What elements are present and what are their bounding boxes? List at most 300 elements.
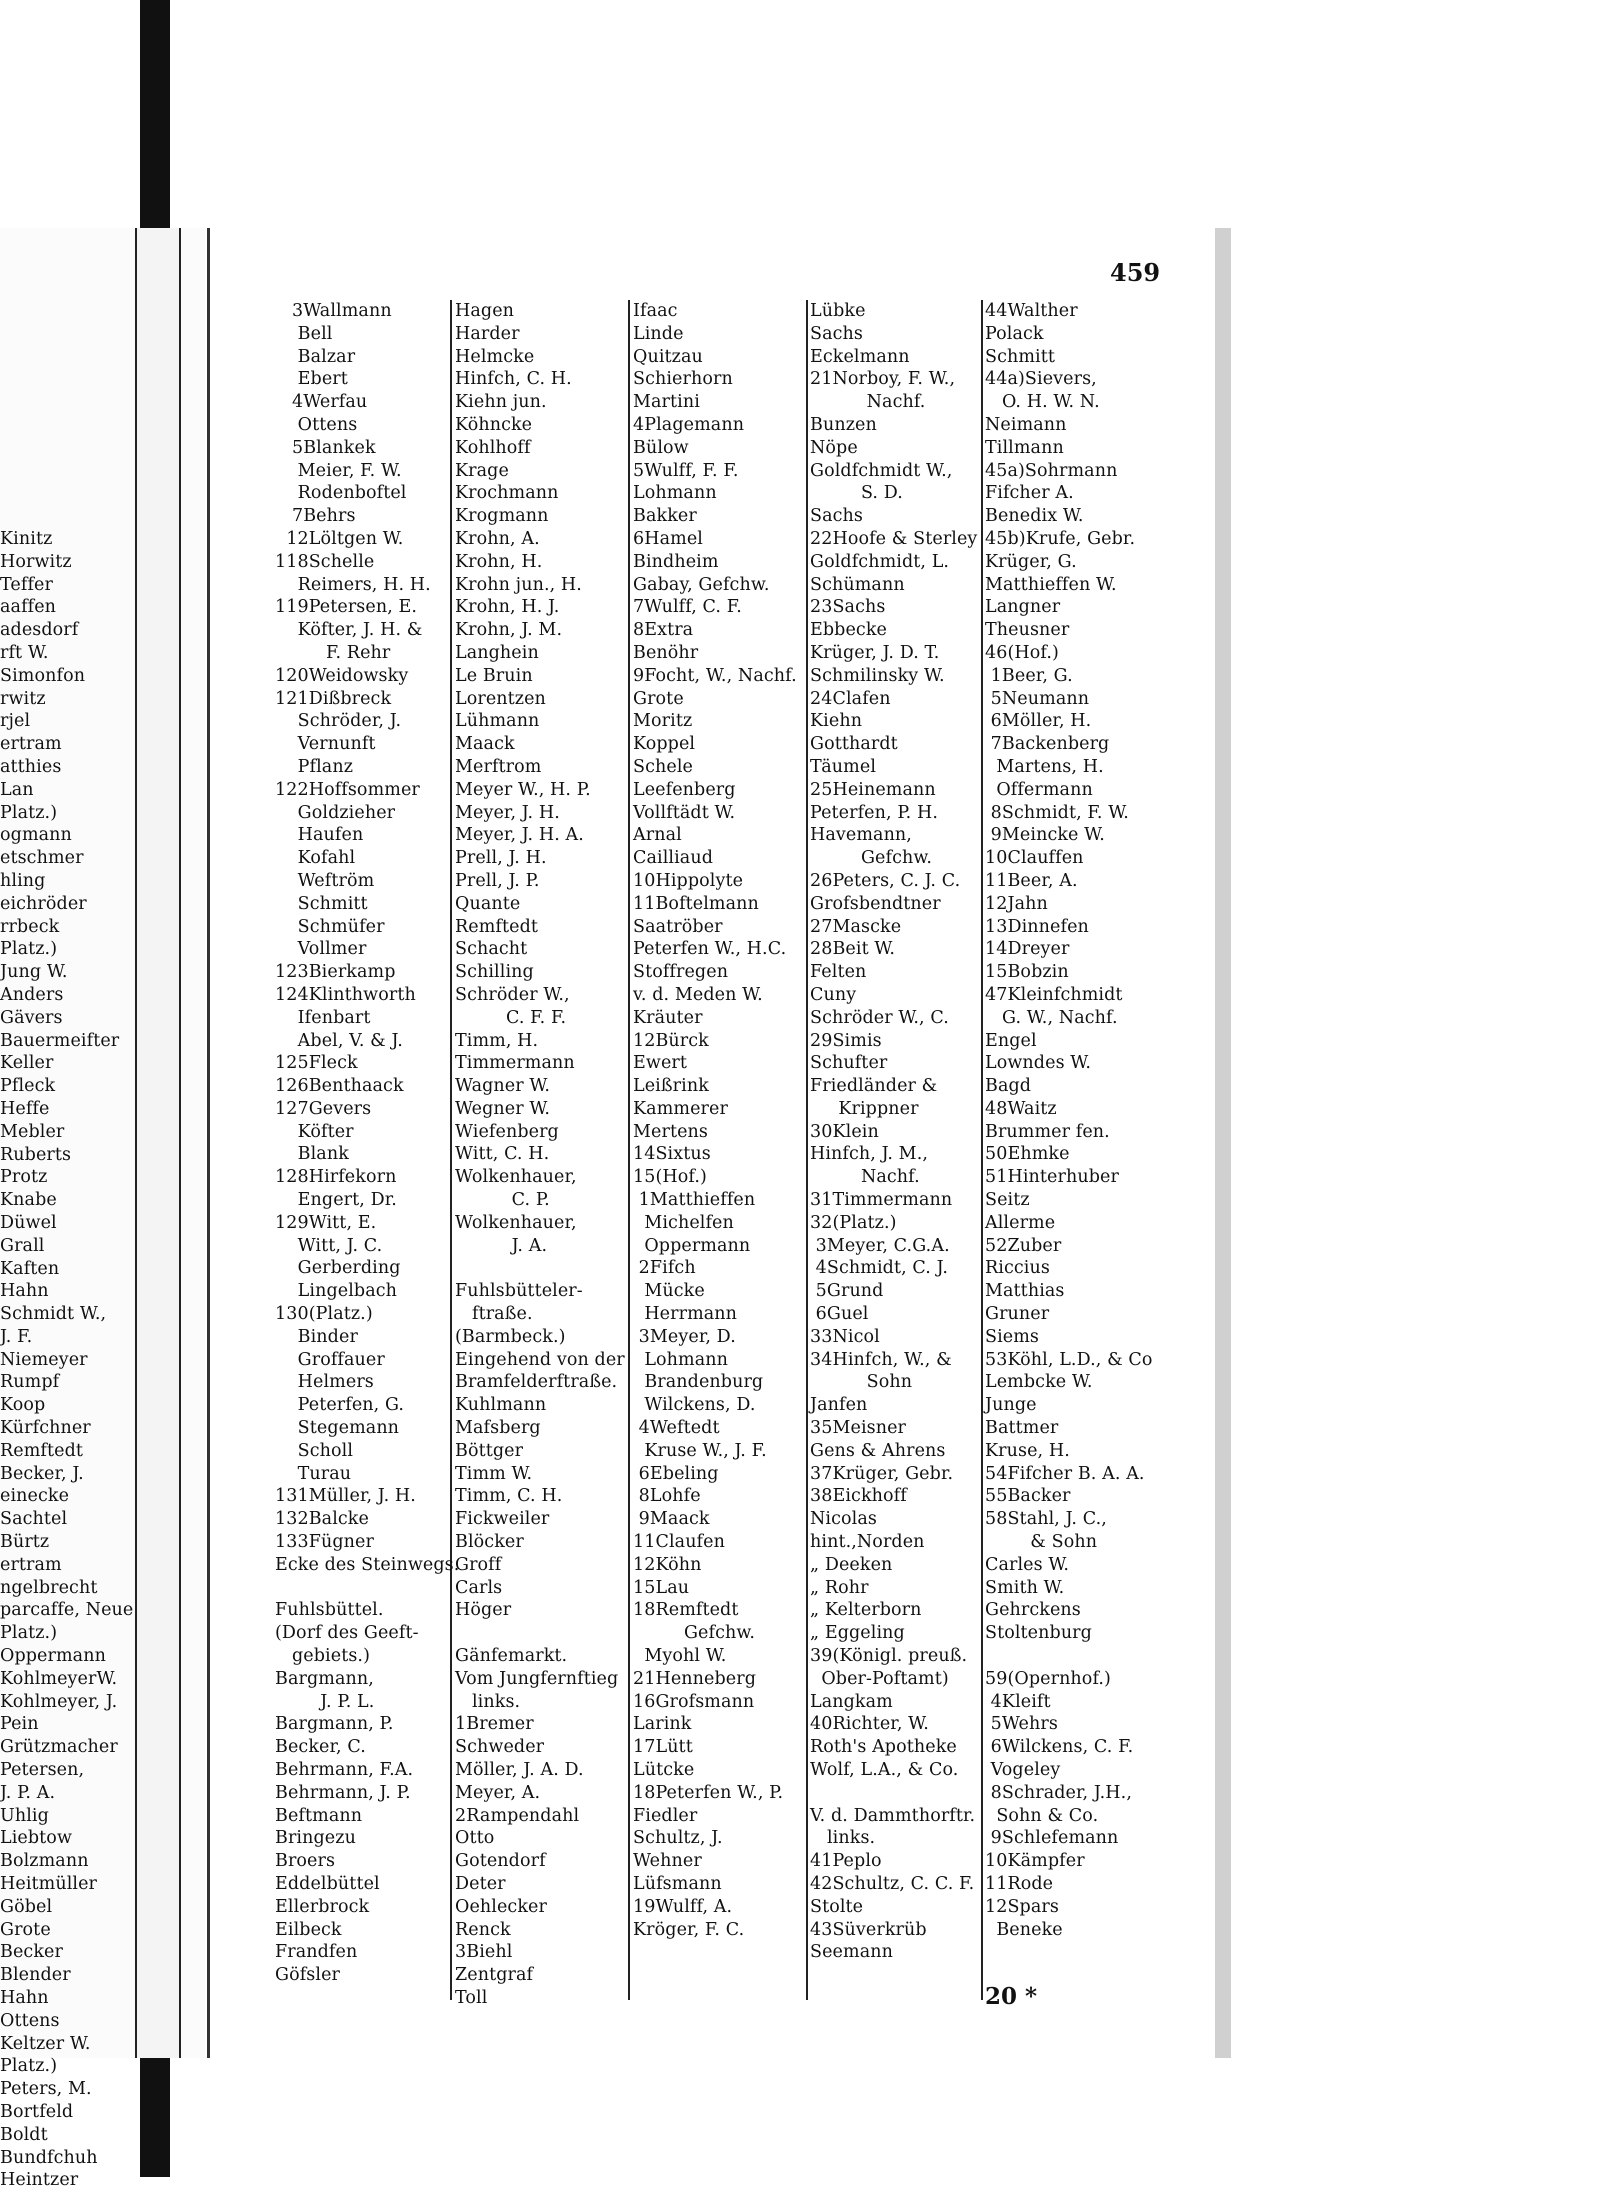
directory-entry: 9Meincke W. xyxy=(985,825,1105,846)
directory-entry: & Sohn xyxy=(985,1532,1098,1553)
directory-entry: Täumel xyxy=(810,756,877,777)
directory-entry: Petersen, xyxy=(0,1760,85,1781)
directory-entry: 3Wallmann xyxy=(275,301,392,321)
directory-entry: Martens, H. xyxy=(985,756,1104,777)
directory-entry: Hinfch, J. M., xyxy=(810,1144,929,1165)
directory-entry: 30Klein xyxy=(810,1121,879,1142)
directory-entry: 6Wilckens, C. F. xyxy=(985,1737,1134,1758)
directory-entry: Myohl W. xyxy=(633,1646,727,1667)
directory-entry: Ebert xyxy=(275,369,348,390)
directory-entry: rwitz xyxy=(0,688,46,709)
directory-entry: rjel xyxy=(0,711,31,732)
directory-entry: 8Extra xyxy=(633,620,694,641)
directory-entry: Lan xyxy=(0,779,34,800)
directory-entry xyxy=(985,1645,1153,1668)
directory-entry: 5Wehrs xyxy=(985,1714,1058,1735)
directory-entry: Vogeley xyxy=(985,1760,1061,1780)
directory-entry: Krüger, J. D. T. xyxy=(810,642,940,663)
directory-entry: Krage xyxy=(455,460,509,481)
directory-entry: hling xyxy=(0,870,46,891)
directory-entry: Heitmüller xyxy=(0,1874,98,1895)
directory-entry: 8Schmidt, F. W. xyxy=(985,802,1129,823)
directory-entry: 119Petersen, E. xyxy=(275,597,418,618)
directory-entry: Roth's Apotheke xyxy=(810,1737,957,1758)
directory-entry: Blöcker xyxy=(455,1532,524,1553)
directory-entry: 50Ehmke xyxy=(985,1144,1070,1165)
directory-entry: Ifenbart xyxy=(275,1007,371,1028)
directory-entry: Stoffregen xyxy=(633,962,729,983)
directory-entry: Bringezu xyxy=(275,1828,356,1849)
directory-entry: Rumpf xyxy=(0,1372,60,1393)
directory-entry: hint.,Norden xyxy=(810,1532,925,1553)
directory-entry: eichröder xyxy=(0,893,87,914)
directory-entry: Meyer, A. xyxy=(455,1782,541,1803)
directory-entry: parcaffe, Neue xyxy=(0,1600,134,1621)
directory-entry: Bindheim xyxy=(633,551,719,572)
directory-entry: Seemann xyxy=(810,1942,893,1963)
directory-entry: 53Köhl, L.D., & Co xyxy=(985,1349,1153,1370)
directory-entry: Janfen xyxy=(810,1395,868,1416)
directory-entry: Langner xyxy=(985,597,1061,618)
directory-entry: Fiedler xyxy=(633,1805,698,1826)
directory-entry: Düwel xyxy=(0,1212,57,1233)
directory-entry: 8Lohfe xyxy=(633,1486,701,1507)
directory-entry: Groff xyxy=(455,1554,502,1575)
directory-entry: ftraße. xyxy=(455,1304,533,1325)
directory-entry: 6Hamel xyxy=(633,528,703,549)
directory-entry: 26Peters, C. J. C. xyxy=(810,870,961,891)
column-rule xyxy=(981,300,983,2000)
directory-entry: Mertens xyxy=(633,1121,708,1142)
directory-entry: Neimann xyxy=(985,414,1067,435)
directory-entry: 124Klinthworth xyxy=(275,984,416,1005)
column-rule xyxy=(628,300,630,2000)
directory-entry: Bell xyxy=(275,323,333,344)
directory-entry: 122Hoffsommer xyxy=(275,779,420,800)
directory-entry: 15(Hof.) xyxy=(633,1167,707,1188)
directory-entry: Schröder, J. xyxy=(275,711,402,732)
directory-entry: 6Ebeling xyxy=(633,1463,719,1484)
directory-entry: Herrmann xyxy=(633,1304,738,1325)
directory-entry: Cuny xyxy=(810,984,857,1005)
directory-entry: 47Kleinfchmidt xyxy=(985,984,1123,1005)
directory-entry: Krogmann xyxy=(455,506,549,527)
directory-entry: 8Schrader, J.H., xyxy=(985,1782,1132,1803)
directory-entry: Uhlig xyxy=(0,1805,49,1826)
directory-entry: adesdorf xyxy=(0,620,79,641)
directory-entry: 16Grofsmann xyxy=(633,1691,755,1712)
directory-entry: 23Sachs xyxy=(810,597,886,618)
directory-entry: 25Heinemann xyxy=(810,779,936,800)
directory-entry: Heintzer xyxy=(0,2170,79,2191)
directory-entry: 7Behrs xyxy=(275,506,356,527)
directory-entry: Köhncke xyxy=(455,414,533,435)
directory-entry: Wolf, L.A., & Co. xyxy=(810,1760,959,1780)
directory-entry: Carles W. xyxy=(985,1554,1070,1575)
directory-entry: Lohmann xyxy=(633,1349,729,1370)
directory-entry: Ober-Poftamt) xyxy=(810,1668,949,1689)
directory-entry: Hahn xyxy=(0,1988,49,2008)
directory-entry: Zentgraf xyxy=(455,1965,534,1986)
directory-entry: Merftrom xyxy=(455,756,542,777)
directory-entry: 37Krüger, Gebr. xyxy=(810,1463,954,1484)
directory-entry: Kohlhoff xyxy=(455,437,531,458)
directory-entry: 19Wulff, A. xyxy=(633,1896,733,1917)
directory-entry: 12Bürck xyxy=(633,1030,709,1051)
directory-entry: Göbel xyxy=(0,1896,53,1917)
directory-entry: gebiets.) xyxy=(275,1646,371,1667)
signature-mark: 20 * xyxy=(985,1983,1038,2010)
directory-entry: ertram xyxy=(0,1554,62,1575)
directory-entry: 34Hinfch, W., & xyxy=(810,1349,952,1370)
directory-entry: Helmers xyxy=(275,1372,374,1393)
left-page-fragment-column xyxy=(0,528,133,2192)
directory-entry: Deter xyxy=(455,1873,506,1894)
directory-entry: Bakker xyxy=(633,506,697,527)
directory-entry: Prell, J. H. xyxy=(455,848,547,869)
directory-entry: 28Beit W. xyxy=(810,939,896,960)
directory-entry: (Barmbeck.) xyxy=(455,1326,566,1347)
directory-entry: Tillmann xyxy=(985,437,1064,458)
directory-entry: Böttger xyxy=(455,1440,524,1461)
directory-entry: Friedländer & xyxy=(810,1076,938,1097)
directory-entry: Jung W. xyxy=(0,962,68,983)
directory-entry: 14Sixtus xyxy=(633,1144,711,1165)
directory-entry: Fickweiler xyxy=(455,1509,550,1530)
directory-entry: 9Maack xyxy=(633,1509,710,1530)
directory-entry: 10Kämpfer xyxy=(985,1851,1085,1872)
directory-entry: 52Zuber xyxy=(985,1235,1062,1256)
directory-entry: Oehlecker xyxy=(455,1896,547,1917)
directory-entry: Schmilinsky W. xyxy=(810,665,945,686)
directory-entry: 3Biehl xyxy=(455,1942,513,1963)
directory-entry: 133Fügner xyxy=(275,1532,374,1553)
directory-entry: Vom Jungfernftieg xyxy=(455,1668,619,1689)
directory-entry: Schmitt xyxy=(275,893,368,914)
directory-entry: 4Kleift xyxy=(985,1691,1051,1712)
directory-entry: 44a)Sievers, xyxy=(985,369,1097,390)
directory-entry: Schultz, J. xyxy=(633,1828,723,1849)
directory-entry: Platz.) xyxy=(0,2056,58,2077)
directory-entry: Wagner W. xyxy=(455,1076,551,1097)
directory-entry: 10Clauffen xyxy=(985,848,1084,869)
directory-entry: Moritz xyxy=(633,711,693,732)
directory-entry: ogmann xyxy=(0,825,72,846)
directory-entry: Harder xyxy=(455,323,520,344)
directory-entry: 123Bierkamp xyxy=(275,962,396,983)
directory-entry: 27Mascke xyxy=(810,916,902,937)
directory-entry: 129Witt, E. xyxy=(275,1212,377,1233)
directory-entry: 43Süverkrüb xyxy=(810,1919,927,1940)
directory-entry: 4Schmidt, C. J. xyxy=(810,1258,949,1279)
directory-entry: Peters, M. xyxy=(0,2079,92,2100)
directory-entry: Gehrckens xyxy=(985,1600,1081,1621)
directory-entry: Felten xyxy=(810,962,867,983)
directory-entry: Matthias xyxy=(985,1281,1065,1302)
directory-entry: Schufter xyxy=(810,1053,888,1074)
directory-entry: Behrmann, F.A. xyxy=(275,1760,414,1780)
directory-entry: Haufen xyxy=(275,825,364,846)
directory-column-3 xyxy=(633,300,797,1941)
directory-entry: 33Nicol xyxy=(810,1326,880,1347)
directory-entry: Peterfen, G. xyxy=(275,1395,405,1416)
directory-entry: Pflanz xyxy=(275,756,354,777)
directory-entry: Bundfchuh xyxy=(0,2147,98,2168)
directory-entry: 18Remftedt xyxy=(633,1600,739,1621)
directory-entry: Seitz xyxy=(985,1190,1030,1211)
directory-entry: Stolte xyxy=(810,1896,864,1917)
directory-entry: Saatröber xyxy=(633,916,723,937)
directory-entry: 126Benthaack xyxy=(275,1076,404,1097)
directory-entry: 17Lütt xyxy=(633,1737,693,1758)
directory-entry: Balzar xyxy=(275,346,356,367)
directory-column-2 xyxy=(455,300,625,2010)
directory-entry: Bülow xyxy=(633,437,689,458)
directory-entry: Beneke xyxy=(985,1919,1063,1940)
directory-entry: G. W., Nachf. xyxy=(985,1007,1118,1028)
directory-entry: 11Rode xyxy=(985,1873,1054,1894)
directory-entry: Sohn xyxy=(810,1372,913,1393)
directory-entry: Kofahl xyxy=(275,848,356,869)
directory-entry: Kruse W., J. F. xyxy=(633,1440,767,1461)
directory-entry: Platz.) xyxy=(0,802,58,823)
directory-entry xyxy=(810,1782,977,1805)
directory-entry: Timm, C. H. xyxy=(455,1486,563,1507)
directory-entry: Schierhorn xyxy=(633,369,733,390)
directory-entry: 22Hoofe & Sterley xyxy=(810,528,978,549)
page-edge-shadow xyxy=(1215,228,1231,2058)
directory-entry: Kiehn xyxy=(810,711,863,732)
directory-entry: Scholl xyxy=(275,1440,354,1461)
directory-entry: Vollftädt W. xyxy=(633,802,736,823)
directory-entry: J. P. L. xyxy=(275,1691,375,1712)
directory-entry: Lütcke xyxy=(633,1760,695,1780)
directory-entry: 11Beer, A. xyxy=(985,870,1078,891)
directory-entry: Bagd xyxy=(985,1076,1032,1097)
directory-entry: Becker xyxy=(0,1942,63,1963)
directory-entry: 32(Platz.) xyxy=(810,1212,897,1233)
directory-entry: Binder xyxy=(275,1326,358,1347)
directory-entry: Ellerbrock xyxy=(275,1896,370,1917)
directory-entry: Schacht xyxy=(455,939,528,960)
directory-entry: 6Guel xyxy=(810,1304,869,1325)
directory-entry: 7Wulff, C. F. xyxy=(633,597,742,618)
directory-entry: Leefenberg xyxy=(633,779,736,800)
directory-entry: Allerme xyxy=(985,1212,1056,1233)
directory-entry: 125Fleck xyxy=(275,1053,358,1074)
directory-entry: rrbeck xyxy=(0,916,60,937)
directory-entry: Stegemann xyxy=(275,1418,400,1439)
directory-entry: Gens & Ahrens xyxy=(810,1440,946,1461)
directory-entry: Lüfsmann xyxy=(633,1873,722,1894)
directory-entry: Blank xyxy=(275,1144,349,1165)
directory-entry: Boldt xyxy=(0,2124,48,2145)
directory-entry: 12Köhn xyxy=(633,1554,702,1575)
directory-entry: 45a)Sohrmann xyxy=(985,460,1118,481)
directory-entry: Gruner xyxy=(985,1304,1050,1325)
directory-entry: 4Werfau xyxy=(275,392,368,413)
directory-entry: Schümann xyxy=(810,574,905,595)
directory-entry: 35Meisner xyxy=(810,1418,907,1439)
directory-entry: Gävers xyxy=(0,1007,63,1028)
directory-entry: 44Walther xyxy=(985,301,1078,321)
directory-entry: Ottens xyxy=(275,414,358,435)
directory-entry: C. F. F. xyxy=(455,1007,567,1028)
directory-entry: Gänfemarkt. xyxy=(455,1646,568,1667)
directory-entry: Michelfen xyxy=(633,1212,734,1233)
directory-entry: Smith W. xyxy=(985,1577,1065,1598)
directory-entry: Linde xyxy=(633,323,684,344)
directory-entry: 130(Platz.) xyxy=(275,1304,373,1325)
directory-entry: Göfsler xyxy=(275,1965,340,1986)
directory-entry: Helmcke xyxy=(455,346,535,367)
directory-entry: Maack xyxy=(455,734,515,755)
directory-entry: Quante xyxy=(455,893,521,914)
directory-entry: Ottens xyxy=(0,2010,60,2031)
directory-entry: 18Peterfen W., P. xyxy=(633,1782,784,1803)
directory-entry: 118Schelle xyxy=(275,551,375,572)
directory-entry: Matthieffen W. xyxy=(985,574,1117,595)
directory-column-1 xyxy=(275,300,459,1987)
directory-entry: Grall xyxy=(0,1235,45,1256)
directory-entry: links. xyxy=(455,1691,521,1712)
directory-entry: Abel, V. & J. xyxy=(275,1030,403,1051)
directory-entry: Ruberts xyxy=(0,1144,72,1165)
directory-entry: Wolkenhauer, xyxy=(455,1167,577,1188)
directory-entry: Cailliaud xyxy=(633,848,714,869)
directory-entry: Remftedt xyxy=(0,1440,84,1461)
directory-entry: KohlmeyerW. xyxy=(0,1668,118,1689)
directory-entry: Kürfchner xyxy=(0,1418,91,1439)
directory-entry: 38Eickhoff xyxy=(810,1486,907,1507)
directory-entry: Langhein xyxy=(455,642,539,663)
directory-entry: Höger xyxy=(455,1600,512,1621)
directory-entry: Kruse, H. xyxy=(985,1440,1070,1461)
directory-entry: 5Blankek xyxy=(275,437,376,458)
directory-entry: 1Beer, G. xyxy=(985,665,1073,686)
directory-entry: 9Focht, W., Nachf. xyxy=(633,665,797,686)
directory-entry: Siems xyxy=(985,1326,1040,1347)
directory-entry: Bürtz xyxy=(0,1532,50,1553)
directory-entry: Liebtow xyxy=(0,1828,73,1849)
directory-entry: links. xyxy=(810,1828,876,1849)
directory-entry xyxy=(455,1622,625,1645)
directory-entry: Arnal xyxy=(633,825,682,846)
directory-entry: Kohlmeyer, J. xyxy=(0,1691,118,1712)
directory-entry: Peterfen, P. H. xyxy=(810,802,939,823)
directory-entry: Behrmann, J. P. xyxy=(275,1782,411,1803)
directory-entry: Simonfon xyxy=(0,665,86,686)
directory-entry: Brandenburg xyxy=(633,1372,764,1393)
directory-entry: Pein xyxy=(0,1714,39,1735)
directory-entry: 6Möller, H. xyxy=(985,711,1092,732)
directory-entry: Bargmann, P. xyxy=(275,1714,394,1735)
directory-entry: Protz xyxy=(0,1167,48,1188)
directory-entry: Gefchw. xyxy=(810,848,933,869)
directory-entry: Krüger, G. xyxy=(985,551,1077,572)
directory-entry: Koppel xyxy=(633,734,696,755)
directory-entry: 55Backer xyxy=(985,1486,1071,1507)
directory-entry: 48Waitz xyxy=(985,1098,1057,1119)
directory-entry: Kiehn jun. xyxy=(455,392,547,413)
directory-entry: 15Lau xyxy=(633,1577,690,1598)
directory-entry: Anders xyxy=(0,984,64,1005)
directory-entry: Battmer xyxy=(985,1418,1059,1439)
directory-entry: 12Spars xyxy=(985,1896,1059,1917)
directory-entry: 127Gevers xyxy=(275,1098,372,1119)
directory-entry: Grützmacher xyxy=(0,1737,118,1758)
directory-entry: 1Bremer xyxy=(455,1714,534,1735)
directory-entry: Krohn jun., H. xyxy=(455,574,582,595)
directory-entry: Goldfchmidt, L. xyxy=(810,551,950,572)
directory-entry: Meyer, J. H. A. xyxy=(455,825,584,846)
directory-entry: Frandfen xyxy=(275,1942,358,1963)
directory-entry: Oppermann xyxy=(0,1646,106,1667)
directory-entry: Weftröm xyxy=(275,870,375,891)
directory-entry: Benedix W. xyxy=(985,506,1084,527)
directory-entry: Möller, J. A. D. xyxy=(455,1760,584,1780)
directory-entry: ngelbrecht xyxy=(0,1577,98,1598)
directory-entry: „ Deeken xyxy=(810,1554,893,1575)
directory-entry: einecke xyxy=(0,1486,70,1507)
directory-entry: Schröder W., xyxy=(455,984,570,1005)
directory-entry: Kröger, F. C. xyxy=(633,1919,745,1940)
directory-entry: Rodenboftel xyxy=(275,483,407,504)
directory-entry: Meier, F. W. xyxy=(275,460,402,481)
directory-entry: 39(Königl. preuß. xyxy=(810,1646,968,1667)
directory-entry: Remftedt xyxy=(455,916,539,937)
directory-entry: Groffauer xyxy=(275,1349,385,1370)
book-gutter xyxy=(135,228,181,2058)
directory-entry: Schmitt xyxy=(985,346,1056,367)
directory-entry: Witt, C. H. xyxy=(455,1144,550,1165)
directory-entry: Turau xyxy=(275,1463,352,1484)
directory-entry: Prell, J. P. xyxy=(455,870,540,891)
directory-entry: Timmermann xyxy=(455,1053,575,1074)
directory-entry: Meyer W., H. P. xyxy=(455,779,591,800)
directory-entry: Mücke xyxy=(633,1281,705,1302)
directory-entry: Goldzieher xyxy=(275,802,396,823)
directory-entry: 121Dißbreck xyxy=(275,688,392,709)
page-number: 459 xyxy=(1110,258,1161,287)
directory-entry: Keltzer W. xyxy=(0,2033,91,2054)
directory-entry: Peterfen W., H.C. xyxy=(633,939,787,960)
directory-entry: 5Neumann xyxy=(985,688,1090,709)
directory-entry: atthies xyxy=(0,756,62,777)
directory-entry: „ Eggeling xyxy=(810,1623,905,1644)
directory-entry: Broers xyxy=(275,1851,336,1872)
directory-entry: Mebler xyxy=(0,1121,65,1142)
directory-entry: etschmer xyxy=(0,848,84,869)
directory-entry: Knabe xyxy=(0,1190,57,1211)
directory-entry: Köfter xyxy=(275,1121,354,1142)
directory-entry: Stoltenburg xyxy=(985,1623,1092,1644)
directory-entry: Eckelmann xyxy=(810,346,910,367)
directory-entry: Heffe xyxy=(0,1098,50,1119)
directory-entry: 3Meyer, D. xyxy=(633,1326,736,1347)
directory-entry: 10Hippolyte xyxy=(633,870,744,891)
directory-entry: Mafsberg xyxy=(455,1418,541,1439)
directory-entry: Niemeyer xyxy=(0,1349,88,1370)
directory-entry xyxy=(455,1257,625,1280)
directory-entry: Eilbeck xyxy=(275,1919,342,1940)
directory-entry: Hagen xyxy=(455,301,515,321)
directory-entry: 11Claufen xyxy=(633,1532,725,1553)
directory-entry: 45b)Krufe, Gebr. xyxy=(985,528,1136,549)
directory-entry: 46(Hof.) xyxy=(985,642,1059,663)
directory-entry: Toll xyxy=(455,1987,488,2008)
directory-entry: Bortfeld xyxy=(0,2101,74,2122)
